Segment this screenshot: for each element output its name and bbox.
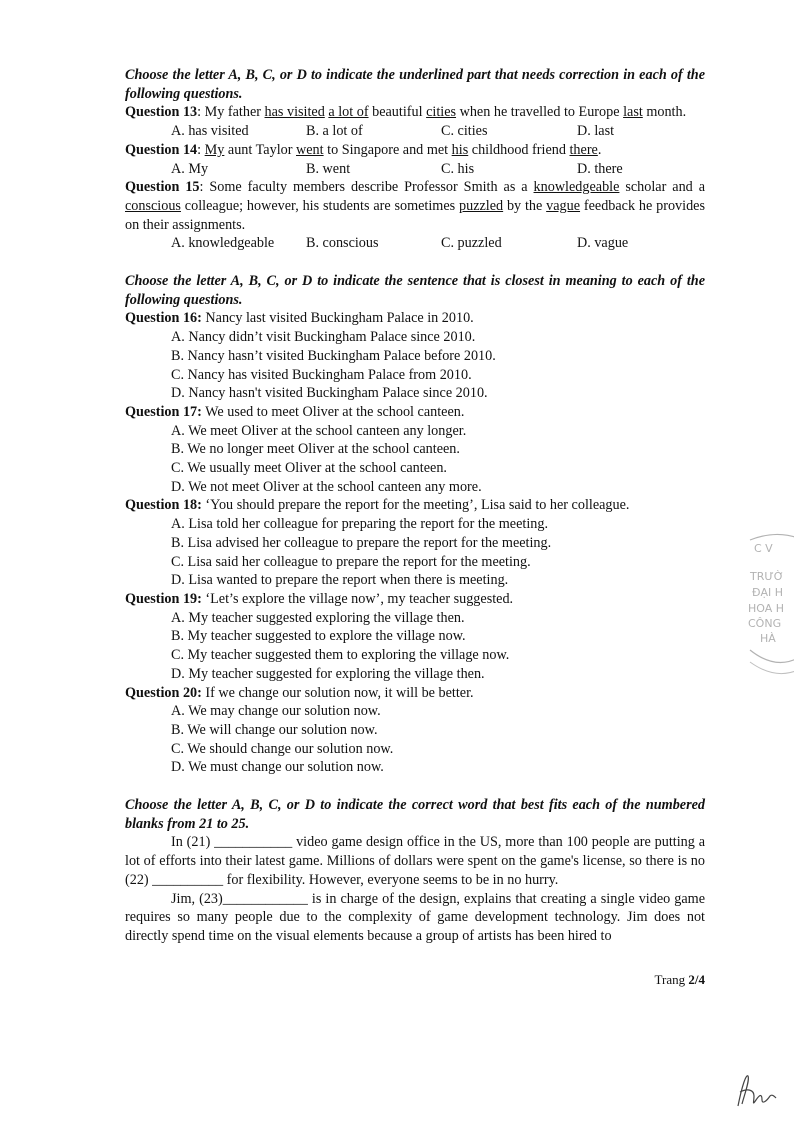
option-b[interactable]: B. Lisa advised her colleague to prepare the report for the meeting. [171,534,552,551]
option-b[interactable]: B. My teacher suggested to explore the village now. [171,628,466,645]
option-b[interactable]: B. We no longer meet Oliver at the school canteen. [171,441,460,458]
question-label: Question 17: [125,403,202,420]
stamp-seal [740,520,794,690]
answer-options [125,160,705,179]
section-instruction: Choose the letter A, B, C, or D to indicate the sentence that is closest in meaning to each of the following questions. [125,273,705,308]
option-c[interactable]: C. Lisa said her colleague to prepare the report for the meeting. [171,553,531,570]
answer-options [125,515,705,590]
question-text: ‘You should prepare the report for the meeting’, Lisa said to her colleague. [201,497,630,514]
underlined-part-c: cities [426,104,457,121]
underlined-part-c: his [451,141,469,158]
answer-options [125,234,705,253]
question-label: Question 13 [125,104,198,121]
option-d[interactable]: D. We must change our solution now. [171,759,384,776]
option-c[interactable]: C. cities [441,123,488,140]
option-a[interactable]: A. Nancy didn’t visit Buckingham Palace since 2010. [171,329,476,346]
question-text: If we change our solution now, it will be better. [201,684,474,701]
option-d[interactable]: D. We not meet Oliver at the school canteen any more. [171,478,482,495]
question-19 [125,590,705,609]
option-a[interactable]: A. My teacher suggested exploring the village then. [171,609,465,626]
option-d[interactable]: D. vague [577,235,629,252]
question-15 [125,178,705,234]
option-c[interactable]: C. My teacher suggested them to exploring the village now. [171,647,510,664]
page-number-prefix: Trang [654,972,689,987]
question-text: month. [642,104,687,121]
question-text: to Singapore and met [323,141,452,158]
question-16 [125,309,705,328]
underlined-part-d: there [569,141,598,158]
option-a[interactable]: A. has visited [171,123,249,140]
question-label: Question 14 [125,141,198,158]
answer-options [125,609,705,684]
spacer [125,777,705,796]
option-c[interactable]: C. his [441,160,475,177]
signature-graphic [730,1066,785,1111]
question-text: We used to meet Oliver at the school canteen. [201,403,465,420]
option-c[interactable]: C. Nancy has visited Buckingham Palace from 2010. [171,366,472,383]
signature [730,1066,785,1111]
question-18 [125,496,705,515]
question-13 [125,103,705,122]
question-text: : Some faculty members describe Professor Smith as a [199,179,534,196]
question-17 [125,403,705,422]
underlined-part-b: conscious [125,197,181,214]
underlined-part-d: vague [546,197,581,214]
option-b[interactable]: B. went [306,160,351,177]
page-number [655,972,705,988]
question-text: Nancy last visited Buckingham Palace in 2010. [201,310,474,327]
question-text: aunt Taylor [224,141,296,158]
underlined-part-d: last [623,104,643,121]
question-label: Question 20: [125,684,202,701]
section-instruction: Choose the letter A, B, C, or D to indicate the correct word that best fits each of the numbered blanks from 21 to 25. [125,797,705,832]
question-text: by the [503,197,547,214]
stamp-text: HÀ [760,632,776,645]
question-text: childhood friend [468,141,570,158]
option-d[interactable]: D. Lisa wanted to prepare the report when there is meeting. [171,572,509,589]
question-text: colleague; however, his students are sometimes [180,197,459,214]
exam-page [125,66,705,946]
stamp-text: HOA H [748,602,785,615]
passage-paragraph: In (21) ___________ video game design office in the US, more than 100 people are putting a lot of efforts into their latest game. Millions of dollars were spent on the game's license, so there is no (22) __________ for flexibility. However, everyone seems to be in no hurry. [125,834,705,888]
spacer [125,253,705,272]
question-label: Question 18: [125,497,202,514]
option-a[interactable]: A. We meet Oliver at the school canteen any longer. [171,422,467,439]
answer-options [125,122,705,141]
answer-options [125,702,705,777]
underlined-part-a: knowledgeable [533,179,620,196]
option-d[interactable]: D. My teacher suggested for exploring the village then. [171,665,485,682]
option-c[interactable]: C. We should change our solution now. [171,740,394,757]
option-d[interactable]: D. last [577,123,615,140]
question-text: ‘Let’s explore the village now’, my teacher suggested. [201,590,514,607]
question-label: Question 15 [125,179,200,196]
answer-options [125,328,705,403]
option-b[interactable]: B. a lot of [306,123,363,140]
stamp-text: ĐẠI H [752,586,784,599]
question-label: Question 19: [125,590,202,607]
option-a[interactable]: A. My [171,160,209,177]
stamp-graphic [740,520,794,690]
option-a[interactable]: A. We may change our solution now. [171,703,381,720]
option-d[interactable]: D. Nancy hasn't visited Buckingham Palace since 2010. [171,385,488,402]
stamp-text: CÔNG [748,617,782,630]
question-text: beautiful [368,104,427,121]
question-text: : [197,141,205,158]
underlined-part-b: a lot of [328,104,369,121]
option-b[interactable]: B. conscious [306,235,379,252]
answer-options [125,422,705,497]
question-label: Question 16: [125,310,202,327]
passage-paragraph: Jim, (23)____________ is in charge of the design, explains that creating a single video game requires so many people due to the complexity of game development technology. Jim does not directly spend time on the visual elements because a group of artists has been hired to [125,890,705,944]
question-text: : My father [197,104,265,121]
option-b[interactable]: B. We will change our solution now. [171,721,378,738]
page-number-value: 2/4 [688,972,705,987]
underlined-part-a: has visited [264,104,325,121]
option-c[interactable]: C. puzzled [441,235,502,252]
question-text: . [597,141,602,158]
question-text: when he travelled to Europe [456,104,624,121]
option-a[interactable]: A. Lisa told her colleague for preparing the report for the meeting. [171,516,549,533]
question-text: scholar and a [619,179,705,196]
option-b[interactable]: B. Nancy hasn’t visited Buckingham Palace before 2010. [171,347,496,364]
option-c[interactable]: C. We usually meet Oliver at the school canteen. [171,460,447,477]
underlined-part-b: went [296,141,324,158]
question-text: feedback he provides on their assignments. [125,197,705,233]
option-a[interactable]: A. knowledgeable [171,235,275,252]
question-14 [125,141,705,160]
stamp-text: TRƯỜ [750,570,784,583]
option-d[interactable]: D. there [577,160,623,177]
underlined-part-a: My [204,141,225,158]
question-20 [125,684,705,703]
section-instruction: Choose the letter A, B, C, or D to indicate the underlined part that needs correction in each of the following questions. [125,67,705,102]
stamp-text: C V [754,542,773,555]
underlined-part-c: puzzled [459,197,504,214]
